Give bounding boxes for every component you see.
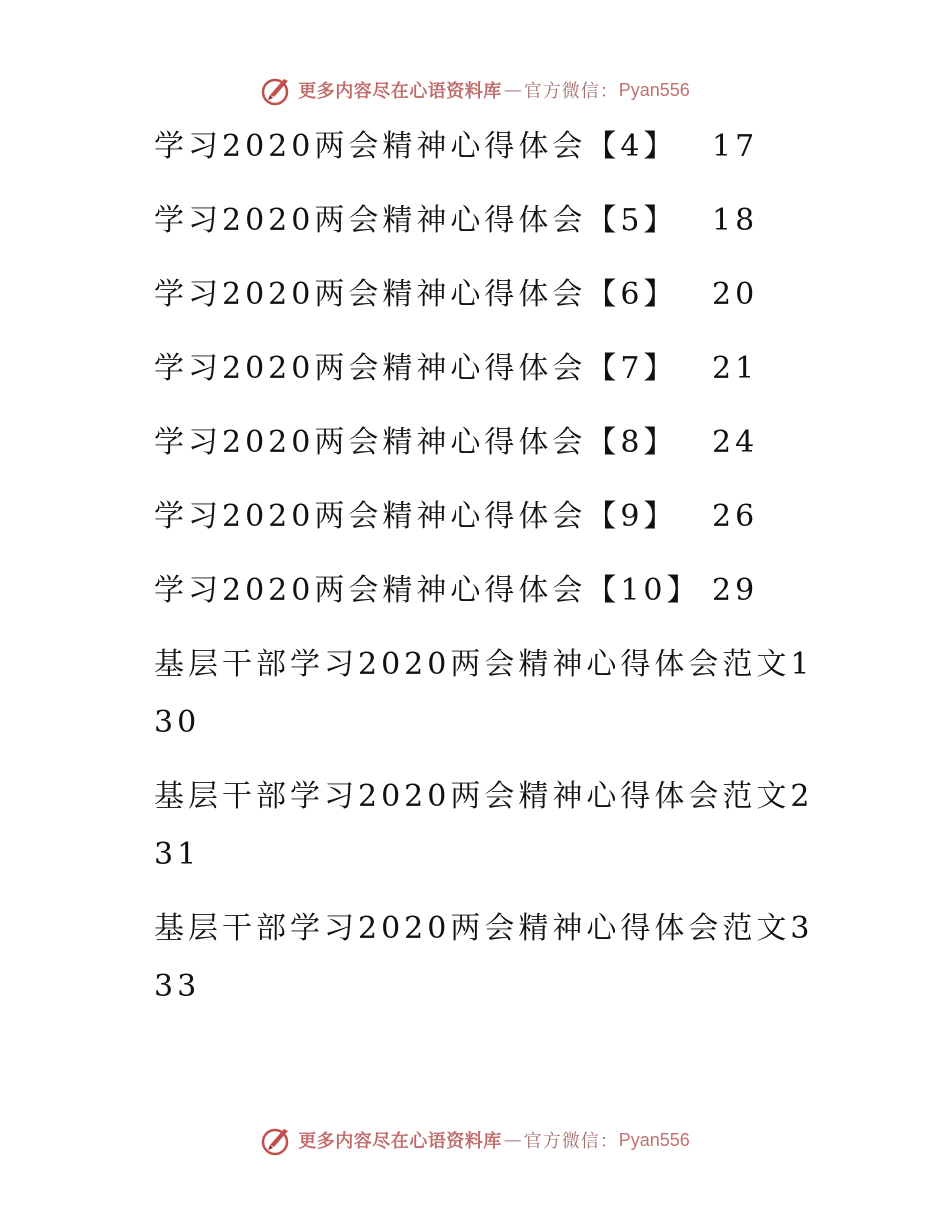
toc-entry[interactable] bbox=[154, 340, 834, 414]
banner-wechat-id: Pyan556 bbox=[618, 79, 690, 100]
toc-entry-title: 基层干部学习2020两会精神心得体会范文2 bbox=[154, 779, 814, 814]
toc-entry[interactable] bbox=[154, 414, 834, 488]
banner-sub-text: 官方微信： bbox=[523, 81, 619, 102]
toc-entry-page: 31 bbox=[154, 837, 201, 872]
toc-entry[interactable] bbox=[154, 192, 834, 266]
toc-entry-page: 21 bbox=[712, 351, 759, 386]
banner-main-text: 更多内容尽在心语资料库 bbox=[298, 1131, 502, 1152]
toc-entry[interactable] bbox=[154, 266, 834, 340]
toc-entry-title: 学习2020两会精神心得体会【4】 bbox=[154, 129, 678, 164]
toc-entry-title: 学习2020两会精神心得体会【6】 bbox=[154, 277, 678, 312]
toc-entry[interactable] bbox=[154, 118, 834, 192]
toc-entry-title: 学习2020两会精神心得体会【8】 bbox=[154, 425, 678, 460]
table-of-contents bbox=[154, 118, 834, 1032]
toc-entry-page: 29 bbox=[712, 573, 759, 608]
toc-entry-title: 学习2020两会精神心得体会【5】 bbox=[154, 203, 678, 238]
toc-entry-title: 学习2020两会精神心得体会【10】 bbox=[154, 573, 701, 608]
toc-entry-wrapped[interactable] bbox=[154, 900, 834, 1016]
toc-entry-page: 30 bbox=[154, 705, 201, 740]
toc-entry-title: 基层干部学习2020两会精神心得体会范文3 bbox=[154, 911, 814, 946]
toc-entry[interactable] bbox=[154, 488, 834, 562]
quill-logo-icon bbox=[260, 73, 294, 107]
toc-entry-title: 学习2020两会精神心得体会【7】 bbox=[154, 351, 678, 386]
quill-logo-icon bbox=[260, 1123, 294, 1157]
banner-dash: — bbox=[503, 1129, 522, 1151]
footer-banner bbox=[0, 1120, 950, 1160]
toc-entry-page: 18 bbox=[712, 203, 759, 238]
toc-entry-title: 学习2020两会精神心得体会【9】 bbox=[154, 499, 678, 534]
banner-wechat-id: Pyan556 bbox=[618, 1129, 690, 1150]
toc-entry-wrapped[interactable] bbox=[154, 768, 834, 884]
banner-dash: — bbox=[503, 79, 522, 101]
banner-main-text: 更多内容尽在心语资料库 bbox=[298, 81, 502, 102]
toc-entry-page: 26 bbox=[712, 499, 759, 534]
toc-entry-page: 17 bbox=[712, 129, 759, 164]
toc-entry[interactable] bbox=[154, 562, 834, 636]
toc-entry-page: 33 bbox=[154, 969, 201, 1004]
toc-entry-wrapped[interactable] bbox=[154, 636, 834, 752]
banner-sub-text: 官方微信： bbox=[523, 1131, 619, 1152]
toc-entry-page: 20 bbox=[712, 277, 759, 312]
toc-entry-page: 24 bbox=[712, 425, 759, 460]
header-banner bbox=[0, 70, 950, 110]
toc-entry-title: 基层干部学习2020两会精神心得体会范文1 bbox=[154, 647, 814, 682]
